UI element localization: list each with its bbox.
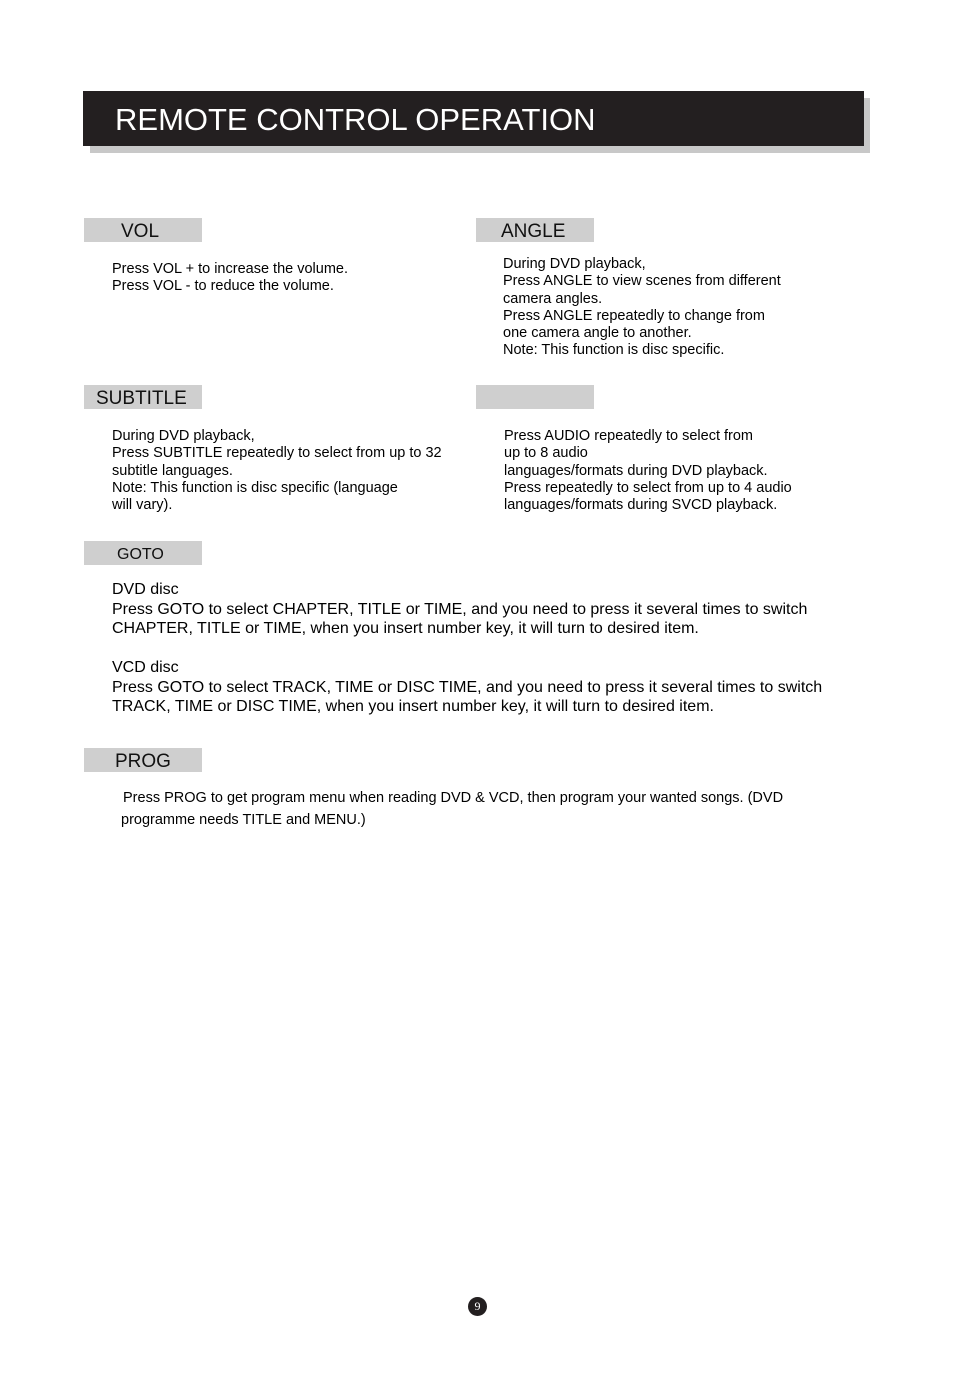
subtitle-line: subtitle languages. [112, 462, 233, 479]
vol-line: Press VOL + to increase the volume. [112, 261, 349, 277]
audio-line: languages/formats during SVCD playback. [504, 497, 778, 514]
goto-dvd-line: Press GOTO to select CHAPTER, TITLE or TIME, and you need to press it several times to switch [112, 600, 808, 618]
angle-line: one camera angle to another. [503, 325, 692, 342]
angle-line: Press ANGLE repeatedly to change from [503, 307, 765, 324]
goto-vcd-line: TRACK, TIME or DISC TIME, when you insert number key, it will turn to desired item. [112, 698, 714, 715]
audio-line: Press repeatedly to select from up to 4 audio [504, 479, 792, 496]
subtitle-description [112, 428, 442, 514]
goto-dvd-line: DVD disc [112, 581, 179, 598]
vol-description [112, 261, 348, 296]
goto-dvd-line: CHAPTER, TITLE or TIME, when you insert number key, it will turn to desired item. [112, 620, 699, 637]
subtitle-line: Press SUBTITLE repeatedly to select from up to 32 [112, 445, 442, 462]
prog-line: programme needs TITLE and MENU.) [121, 812, 366, 828]
goto-vcd-description [112, 658, 822, 717]
angle-line: During DVD playback, [503, 256, 646, 272]
subtitle-line: will vary). [112, 497, 173, 514]
goto-label: GOTO [84, 541, 202, 565]
page-number: 9 [468, 1297, 487, 1316]
goto-vcd-line: VCD disc [112, 659, 179, 676]
audio-line: languages/formats during DVD playback. [504, 462, 768, 479]
audio-label [476, 385, 594, 409]
goto-vcd-line: Press GOTO to select TRACK, TIME or DISC TIME, and you need to press it several times to switch [112, 678, 823, 696]
angle-line: Press ANGLE to view scenes from different [503, 273, 781, 290]
goto-dvd-description [112, 580, 807, 639]
subtitle-line: During DVD playback, [112, 428, 255, 444]
vol-label: VOL [84, 218, 202, 242]
page-title: REMOTE CONTROL OPERATION [83, 91, 864, 146]
angle-label: ANGLE [476, 218, 594, 242]
angle-line: camera angles. [503, 290, 603, 307]
audio-line: up to 8 audio [504, 445, 588, 462]
angle-line: Note: This function is disc specific. [503, 342, 725, 359]
prog-label: PROG [84, 748, 202, 772]
angle-description [503, 256, 781, 360]
prog-line: Press PROG to get program menu when reading DVD & VCD, then program your wanted songs. (DVD [123, 790, 784, 806]
vol-line: Press VOL - to reduce the volume. [112, 278, 334, 295]
subtitle-line: Note: This function is disc specific (language [112, 479, 398, 496]
audio-line: Press AUDIO repeatedly to select from [504, 428, 754, 444]
audio-description [504, 428, 792, 514]
prog-description [121, 787, 783, 831]
subtitle-label: SUBTITLE [84, 385, 202, 409]
